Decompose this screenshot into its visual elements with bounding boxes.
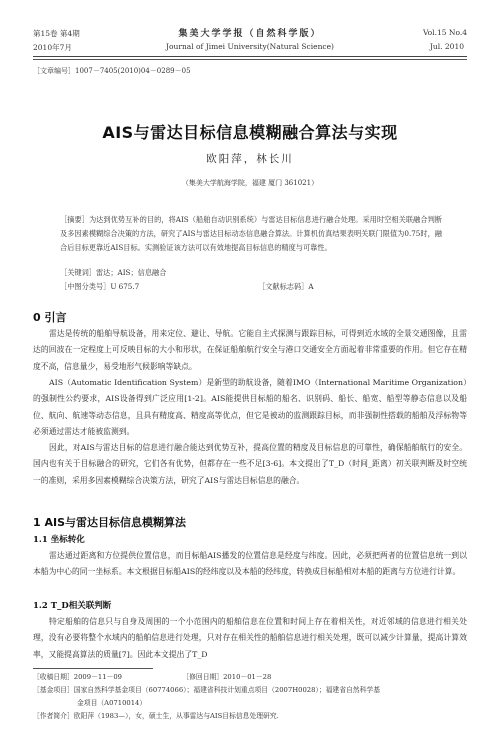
intro-paragraph-1: 雷达是传统的船舶导航设备，用来定位、避让、导航。它能自主式探测与跟踪目标，可得到近水域的全景交通图像，且雷达的回波在一定程度上可反映目标的大小和形状，在保证船舶航行安全与港口交通安全方面起着非常重要的作用。但它存在精度不高，信息量少，易受地形气候影响等缺点。 bbox=[33, 329, 467, 371]
abstract: ［摘要］为达到优势互补的目的，将AIS（船舶自动识别系统）与雷达目标信息进行融合处理。采用时空相关联融合判断及多因素模糊综合决策的方法，研究了AIS与雷达目标动态信息融合算法。计算机仿真结果表明关联门限值为0.75时，融合后目标更靠近AIS目标。实测验证该方法可以有效地提高目标信息的精度与可靠性。 bbox=[60, 215, 442, 252]
subsection-1-2-heading: 1.2 T_D相关联判断 bbox=[33, 601, 112, 611]
journal-name-cn: 集美大学学报（自然科学版） bbox=[178, 29, 322, 39]
received-date: ［收稿日期］2009－11－09 bbox=[33, 673, 122, 681]
classification-code: ［中图分类号］U 675.7 bbox=[60, 282, 140, 291]
subsection-1-1-paragraph: 雷达通过距离和方位提供位置信息，而目标船AIS播发的位置信息是经度与纬度。因此，必须把两者的位置信息统一到以本船为中心的同一坐标系。本文根据目标船AIS的经纬度以及本船的经纬度，转换成目标船相对本船的距离与方位进行计算。 bbox=[33, 551, 467, 577]
journal-name-en: Journal of Jimei University(Natural Science) bbox=[166, 42, 334, 51]
fund-line-2: 金项目（A0710014） bbox=[77, 699, 147, 707]
volume-number-en: Vol.15 No.4 bbox=[422, 28, 467, 37]
affiliation: （集美大学航海学院，福建 厦门 361021） bbox=[181, 179, 319, 187]
intro-paragraph-2: AIS（Automatic Identification System）是新型的助航设备，随着IMO（International Maritime Organization）的强制性公约要求，AIS设备得到广泛应用[1-2]。AIS能提供目标船的船名、识别码、船长、船宽、船型等静态信息以及船位、航向、航速等动态信息，且具有精度高、精度高等优点，但它是被动的监测跟踪目标，而非强制性搭载的船舶及浮标物等必须通过雷达才能被监测到。 bbox=[33, 378, 467, 437]
keywords: ［关键词］雷达；AIS；信息融合 bbox=[60, 268, 167, 277]
revised-date: ［修回日期］2010－01－28 bbox=[182, 673, 272, 681]
issue-date: 2010年7月 bbox=[33, 43, 72, 52]
section-0-heading: 0 引言 bbox=[33, 311, 67, 324]
intro-paragraph-3: 因此，对AIS与雷达目标的信息进行融合能达到优势互补，提高位置的精度及目标信息的可靠性，确保船舶航行的安全。国内也有关于目标融合的研究，它们各有优势，但都存在一些不足[3-6]。本文提出了T_D（时间_距离）初关联判断及时空统一的准则，采用多因素模糊综合决策方法，研究了AIS与雷达目标信息的融合。 bbox=[33, 443, 467, 485]
footnotes bbox=[33, 671, 467, 723]
fund-line-1: ［基金项目］国家自然科学基金项目（60774066）；福建省科技计划重点项目（2007H0028）；福建省自然科学基 bbox=[33, 686, 380, 694]
header-rule-thin bbox=[33, 59, 467, 60]
header-rule bbox=[33, 56, 467, 57]
volume-issue: 第15卷 第4期 bbox=[33, 29, 80, 38]
author-intro: ［作者简介］欧阳萍（1983—），女，硕士生，从事雷达与AIS目标信息处理研究. bbox=[33, 712, 279, 720]
document-mark: ［文献标志码］A bbox=[258, 282, 314, 291]
article-id: ［文章编号］1007－7405(2010)04－0289－05 bbox=[33, 67, 191, 75]
date-en: Jul. 2010 bbox=[429, 42, 464, 51]
subsection-1-2-paragraph: 特定船舶的信息只与自身及周围的一个小范围内的船舶信息在位置和时间上存在着相关性，对近邻域的信息进行相关处理，没有必要将整个水域内的船舶信息进行处理，只对存在相关性的船舶信息进行相关处理，既可以减少计算量，提高计算效率，又能提高算法的质量[7]。因此本文提出了T_D bbox=[33, 617, 467, 659]
footnote-rule bbox=[33, 668, 153, 669]
authors: 欧阳萍，林长川 bbox=[206, 153, 294, 165]
section-1-heading: 1 AIS与雷达目标信息模糊算法 bbox=[33, 516, 187, 529]
paper-title: AIS与雷达目标信息模糊融合算法与实现 bbox=[102, 123, 398, 142]
subsection-1-1-heading: 1.1 坐标转化 bbox=[33, 535, 85, 545]
